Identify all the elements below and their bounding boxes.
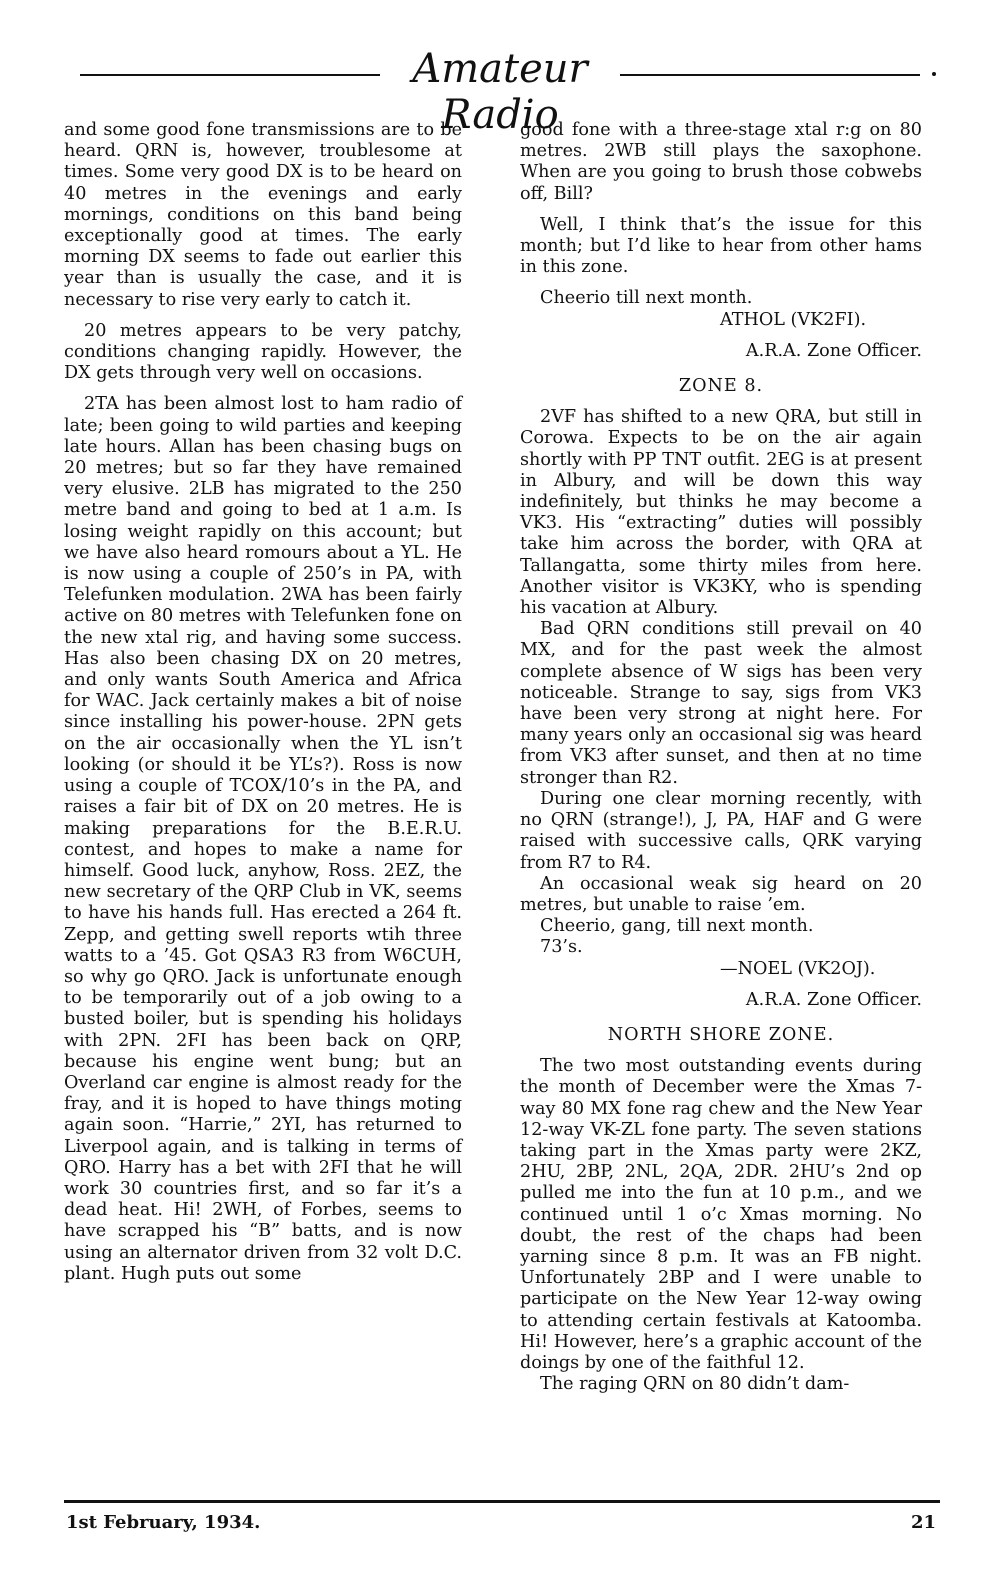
zone8-paragraph-6: 73’s. [540,937,583,958]
north-shore-paragraph-2: The raging QRN on 80 didn’t dam- [540,1374,850,1395]
signature-athol-name: ATHOL (VK2FI). [720,309,867,330]
masthead [80,44,940,138]
signature-noel-name: —NOEL (VK2OJ). [720,958,876,979]
north-shore-paragraph-1: The two most outstanding events during the month of December were the Xmas 7-way 80 MX fone rag chew and the New Year 12-way VK-ZL fone party. The seven stations taking part in the Xmas party were 2KZ, 2HU, 2BP, 2NL, 2QA, 2DR. 2HU’s 2nd op pulled me into the fun at 10 p.m., and we continued until 1 o’c Xmas morning. No doubt, the rest of the chaps had been yarning since 8 p.m. It was an FB night. Unfortunately 2BP and I were unable to participate on the New Year 12-way owing to attending certain festivals at Katoomba. Hi! However, here’s a graphic account of the doings by one of the faithful 12. [520,1056,922,1373]
zone8-paragraph-1: 2VF has shifted to a new QRA, but still in Corowa. Expects to be on the air again shortly with PP TNT outfit. 2EG is at present in Albury, and will be down this way indefinitely, but thinks he may become a VK3. His “extracting” duties will possibly take him across the border, with QRA at Tallangatta, some thirty miles from here. Another visitor is VK3KY, who is spending his vacation at Albury. [520,407,922,619]
right-paragraph-1: good fone with a three-stage xtal r:g on 80 metres. 2WB still plays the saxophone. When are you going to brush those cobwebs off, Bill? [520,120,922,204]
footer-rule [64,1500,940,1503]
left-paragraph-2: 20 metres appears to be very patchy, conditions changing rapidly. However, the DX gets through very well on occasions. [64,320,462,384]
right-paragraph-2: Well, I think that’s the issue for this month; but I’d like to hear from other hams in this zone. [520,214,922,278]
page-number: 21 [910,1512,936,1533]
north-shore-zone-heading: NORTH SHORE ZONE. [607,1024,835,1045]
left-column [64,120,462,1295]
left-paragraph-1: and some good fone transmissions are to be heard. QRN is, however, troublesome at times. Some very good DX is to be heard on 40 metres in the evenings and early mornings, conditions on this band being exceptionally good at times. The early morning DX seems to fade out earlier this year than is usually the case, and it is necessary to rise very early to catch it. [64,120,462,310]
right-column [520,120,922,1395]
masthead-rule-left [80,74,380,76]
zone8-paragraph-2: Bad QRN conditions still prevail on 40 MX, and for the past week the almost complete absence of W sigs has been very noticeable. Strange to say, sigs from VK3 have been very strong at night here. For many years only an occasional sig was heard from VK3 after sunset, and then at no time stronger than R2. [520,619,922,788]
masthead-dot [932,72,936,76]
right-paragraph-3: Cheerio till next month. [540,288,753,309]
zone8-paragraph-5: Cheerio, gang, till next month. [540,916,814,937]
masthead-title: Amateur Radio [412,46,588,138]
signature-noel-title: A.R.A. Zone Officer. [745,989,922,1010]
zone-8-heading: ZONE 8. [678,376,764,397]
footer-date: 1st February, 1934. [66,1512,261,1533]
zone8-paragraph-3: During one clear morning recently, with no QRN (strange!), J, PA, HAF and G were raised with successive calls, QRK varying from R7 to R4. [520,788,922,873]
zone8-paragraph-4: An occasional weak sig heard on 20 metres, but unable to raise ’em. [520,873,922,915]
left-paragraph-3: 2TA has been almost lost to ham radio of late; been going to wild parties and keeping late hours. Allan has been chasing bugs on 20 metres; but so far they have remained very elusive. 2LB has migrated to the 250 metre band and going to bed at 1 a.m. Is losing weight rapidly on this account; but we have also heard romours about a YL. He is now using a couple of 250’s in PA, with Telefunken modulation. 2WA has been fairly active on 80 metres with Telefunken fone on the new xtal rig, and having some success. Has also been chasing DX on 20 metres, and only wants South America and Africa for WAC. Jack certainly makes a bit of noise since installing his power-house. 2PN gets on the air occasionally when the YL isn’t looking (or should it be YL’s?). Ross is now using a couple of TCOX/10’s in the PA, and raises a fair bit of DX on 20 metres. He is making preparations for the B.E.R.U. contest, and hopes to make a name for himself. Good luck, anyhow, Ross. 2EZ, the new secretary of the QRP Club in VK, seems to have his hands full. Has erected a 264 ft. Zepp, and getting swell reports wtih three watts to a ’45. Got QSA3 R3 from W6CUH, so why go QRO. Jack is unfortunate enough to be temporarily out of a job owing to a busted boiler, but is spending his holidays with 2PN. 2FI has been back on QRP, because his engine went bung; but an Overland car engine is almost ready for the fray, and it is hoped to have things moting again soon. “Harrie,” 2YI, has returned to Liverpool again, and is talking in terms of QRO. Harry has a bet with 2FI that he will work 30 countries first, and so far it’s a dead heat. Hi! 2WH, of Forbes, seems to have scrapped his “B” batts, and is now using an alternator driven from 32 volt D.C. plant. Hugh puts out some [64,394,462,1284]
signature-athol-title: A.R.A. Zone Officer. [745,340,922,361]
masthead-rule-right [620,74,920,76]
